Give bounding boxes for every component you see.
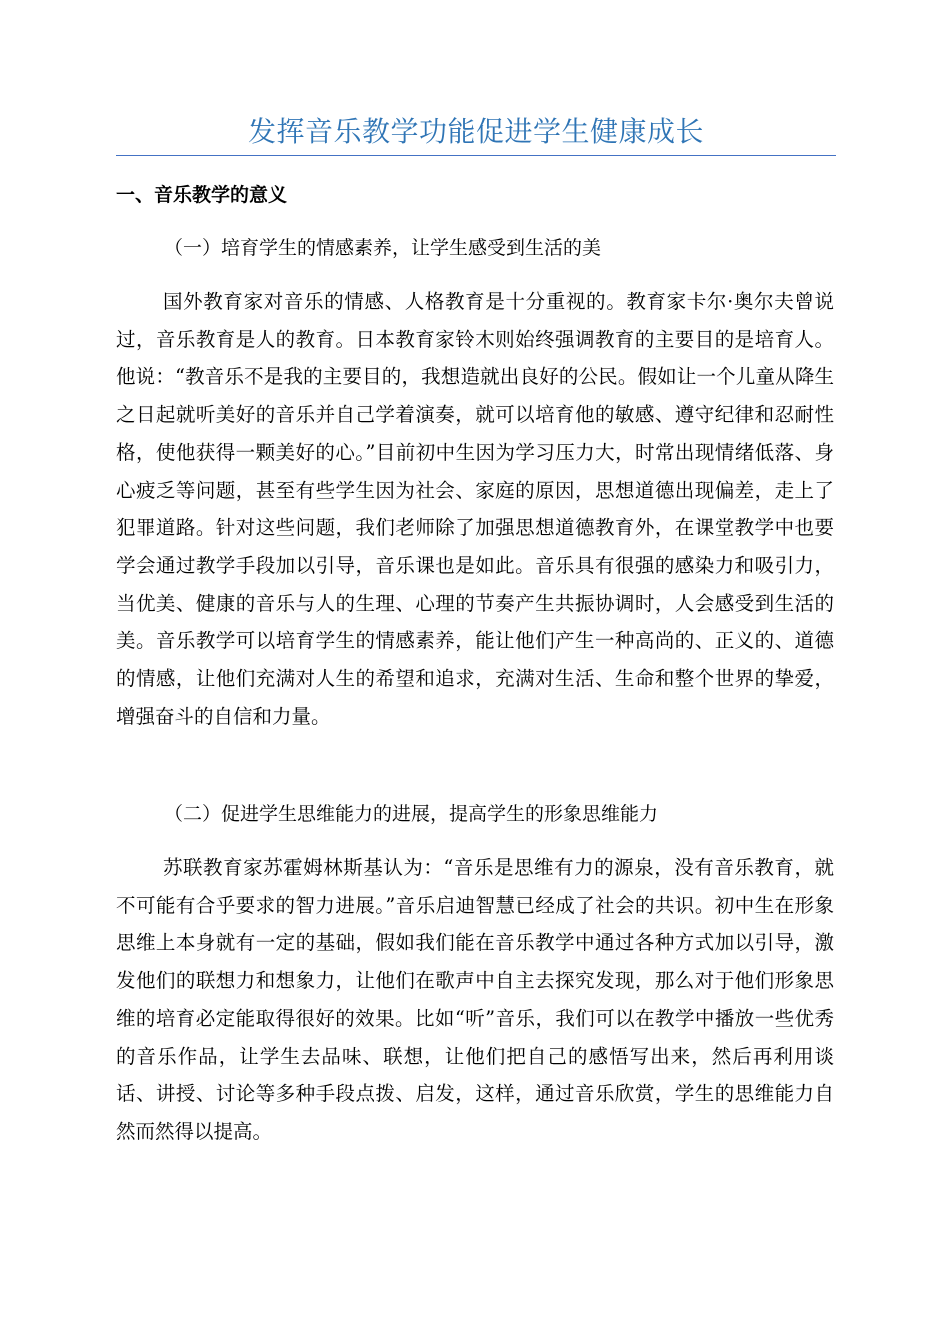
subsection-heading-2: （二）促进学生思维能力的进展，提高学生的形象思维能力 xyxy=(164,803,659,825)
paragraph-1: 国外教育家对音乐的情感、人格教育是十分重视的。教育家卡尔·奥尔夫曾说过，音乐教育是人的教育。日本教育家铃木则始终强调教育的主要目的是培育人。他说：“教音乐不是我的主要目的，我想造就出良好的公民。假如让一个儿童从降生之日起就听美好的音乐并自己学着演奏，就可以培育他的敏感、遵守纪律和忍耐性格，使他获得一颗美好的心。”目前初中生因为学习压力大，时常出现情绪低落、身心疲乏等问题，甚至有些学生因为社会、家庭的原因，思想道德出现偏差，走上了犯罪道路。针对这些问题，我们老师除了加强思想道德教育外，在课堂教学中也要学会通过教学手段加以引导，音乐课也是如此。音乐具有很强的感染力和吸引力，当优美、健康的音乐与人的生理、心理的节奏产生共振协调时，人会感受到生活的美。音乐教学可以培育学生的情感素养，能让他们产生一种高尚的、正义的、道德的情感，让他们充满对人生的希望和追求，充满对生活、生命和整个世界的挚爱，增强奋斗的自信和力量。 xyxy=(116,290,834,728)
title-underline xyxy=(116,155,836,156)
paragraph-2: 苏联教育家苏霍姆林斯基认为：“音乐是思维有力的源泉，没有音乐教育，就不可能有合乎要求的智力进展。”音乐启迪智慧已经成了社会的共识。初中生在形象思维上本身就有一定的基础，假如我们能在音乐教学中通过各种方式加以引导，激发他们的联想力和想象力，让他们在歌声中自主去探究发现，那么对于他们形象思维的培育必定能取得很好的效果。比如“听”音乐，我们可以在教学中播放一些优秀的音乐作品，让学生去品味、联想，让他们把自己的感悟写出来，然后再利用谈话、讲授、讨论等多种手段点拨、启发，这样，通过音乐欣赏，学生的思维能力自然而然得以提高。 xyxy=(116,856,834,1143)
subsection-heading-1: （一）培育学生的情感素养，让学生感受到生活的美 xyxy=(164,237,602,259)
document-title: 发挥音乐教学功能促进学生健康成长 xyxy=(247,115,704,148)
section-heading: 一、音乐教学的意义 xyxy=(116,184,288,206)
